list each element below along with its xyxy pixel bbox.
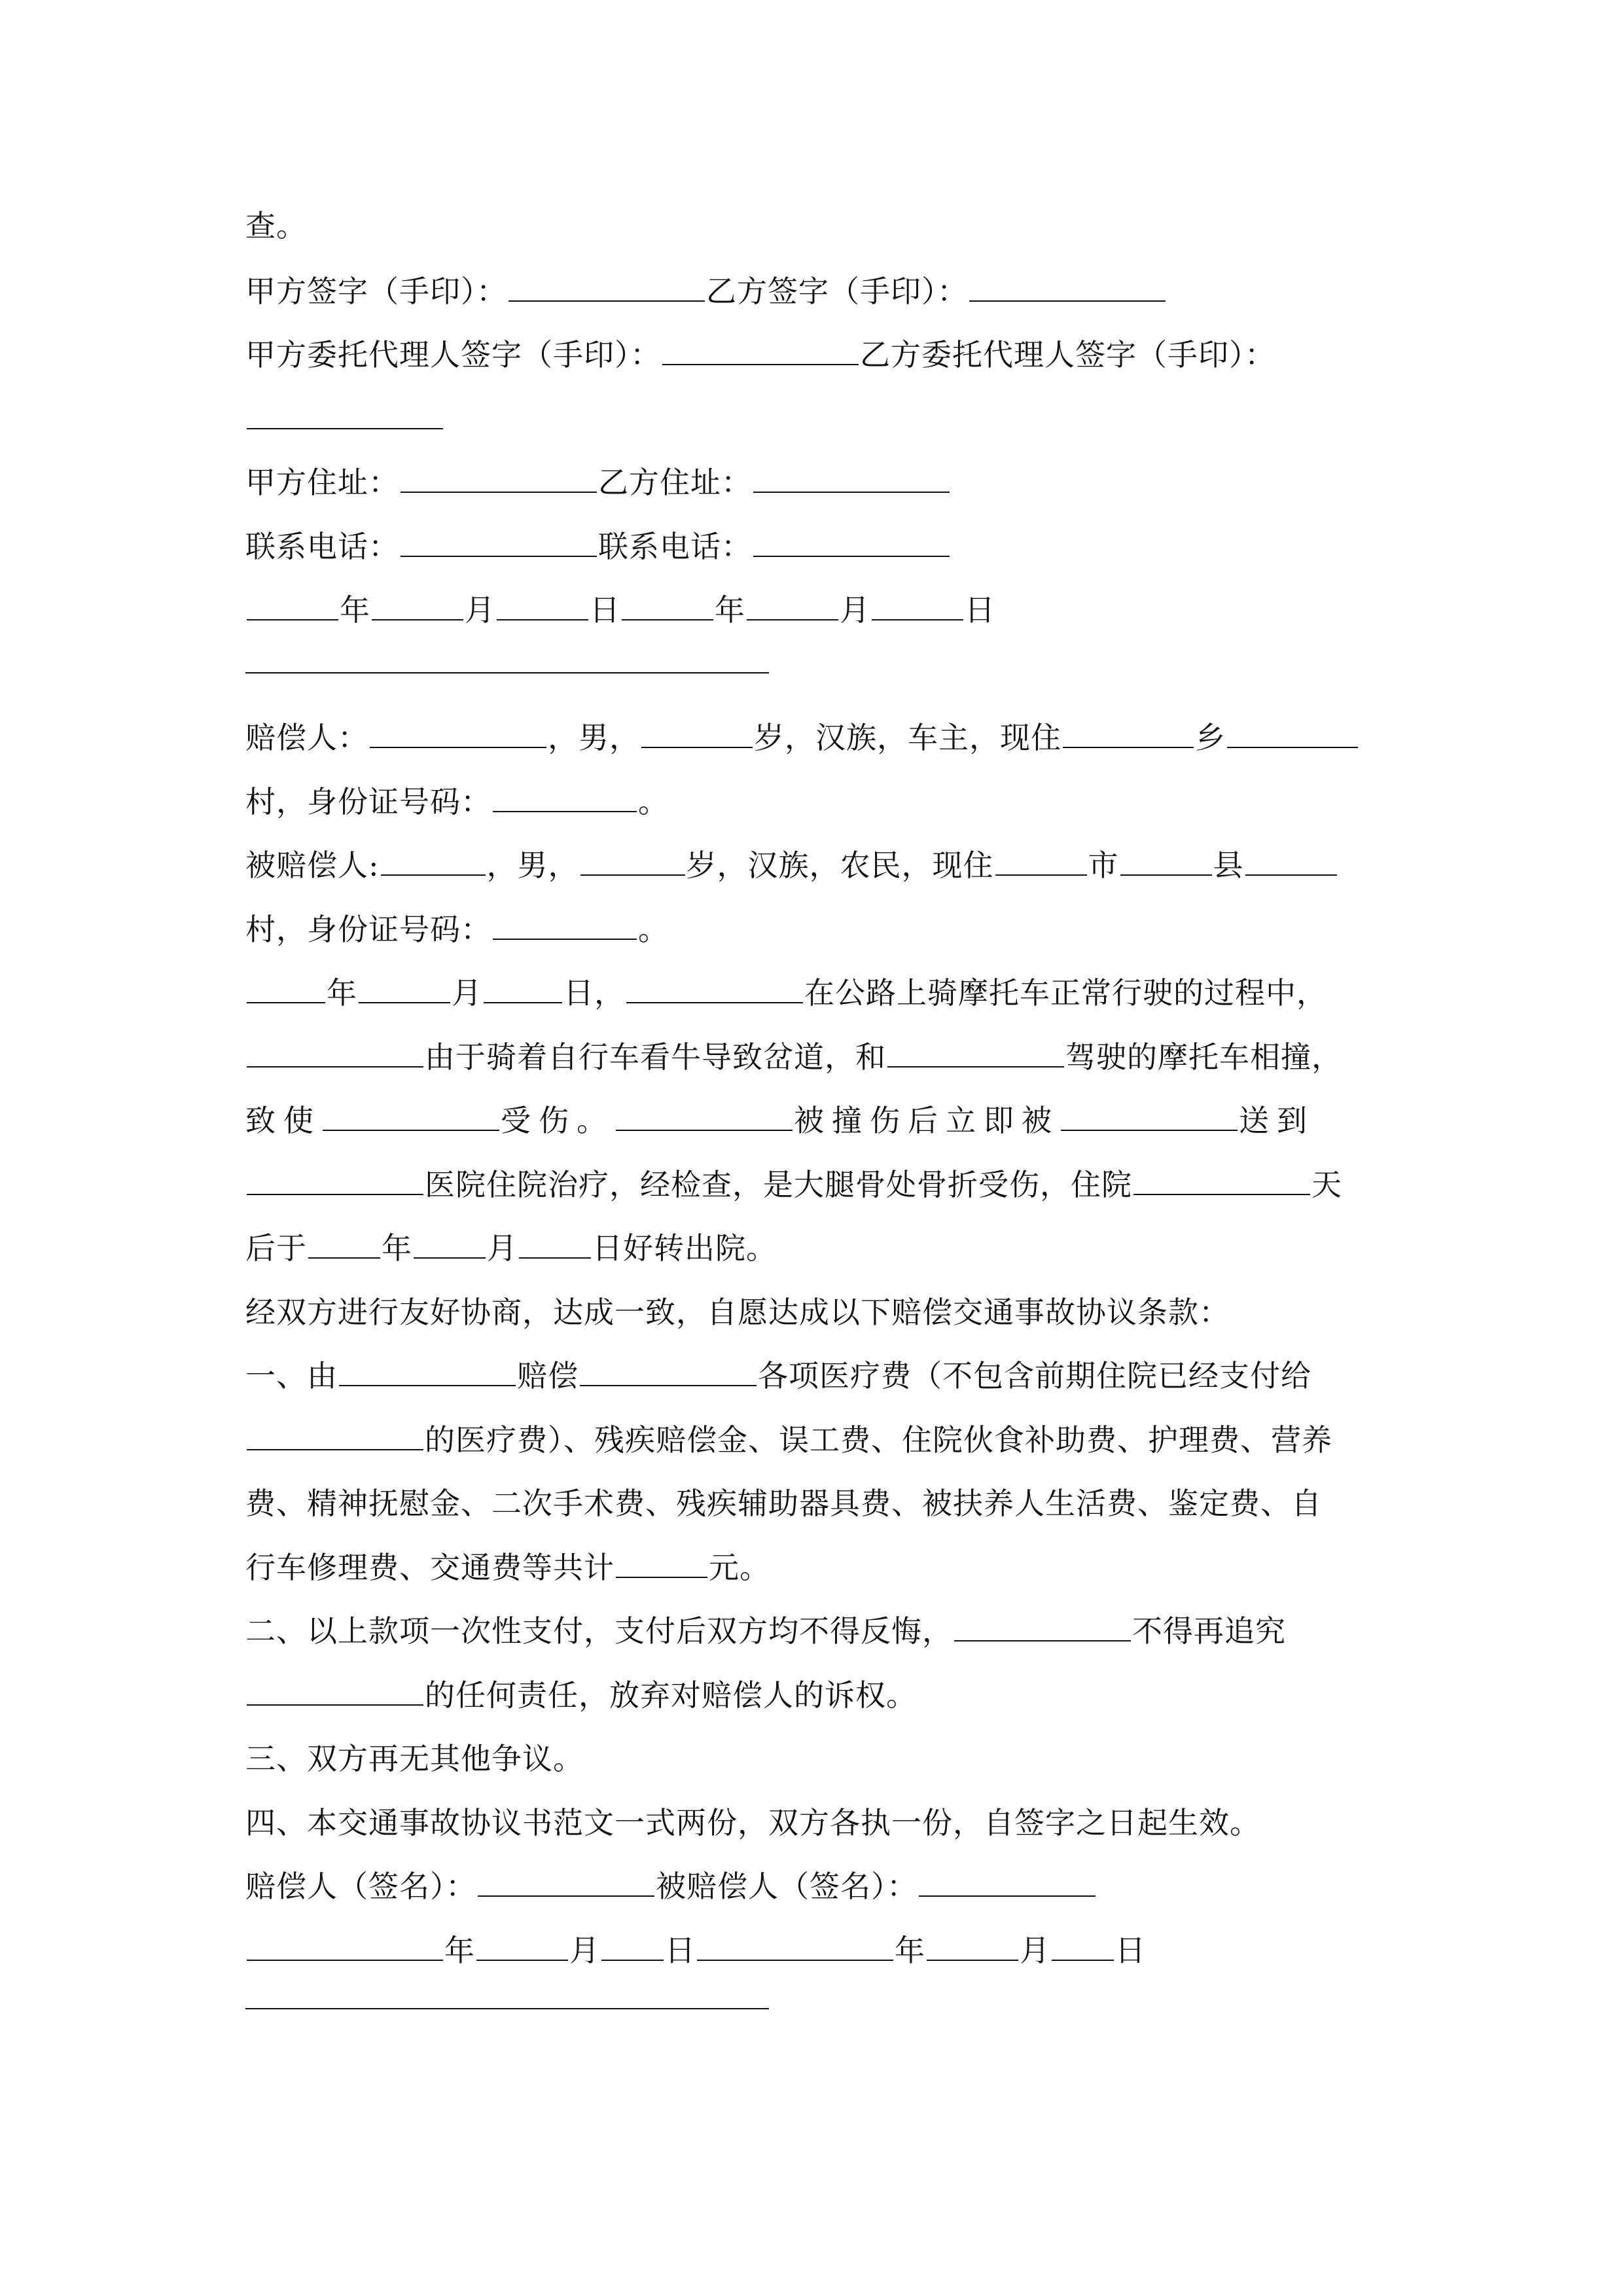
compensator-id-line: 村，身份证号码： 。 (245, 782, 669, 821)
date-blank[interactable] (247, 1931, 443, 1961)
date-line: 年 月 日 年 月 日 (245, 590, 995, 630)
text-line: 后于 年 月 日好转出院。 (245, 1229, 777, 1268)
compensatee-city-blank[interactable] (995, 846, 1087, 876)
text-line: 经双方进行友好协商，达成一致，自愿达成以下赔偿交通事故协议条款： (245, 1295, 1230, 1330)
date-blank[interactable] (476, 1931, 568, 1961)
date-blank[interactable] (622, 590, 713, 620)
text-line: 行车修理费、交通费等共计 元。 (245, 1548, 770, 1587)
party-name-blank[interactable] (247, 1676, 423, 1706)
compensatee-village-blank[interactable] (1245, 846, 1337, 876)
party-name-blank[interactable] (954, 1611, 1131, 1641)
date-blank[interactable] (872, 590, 963, 620)
date-blank[interactable] (497, 590, 588, 620)
discharge-month-blank[interactable] (414, 1229, 486, 1259)
address-line: 甲方住址： 乙方住址： (245, 463, 951, 502)
injured-name-blank[interactable] (323, 1101, 499, 1131)
text-line: 查。 (245, 208, 307, 243)
accident-month-blank[interactable] (359, 973, 450, 1003)
date-blank[interactable] (697, 1931, 893, 1961)
payer-name-blank[interactable] (339, 1356, 516, 1386)
cyclist-name-blank[interactable] (247, 1037, 423, 1067)
compensator-village-blank[interactable] (1227, 718, 1358, 748)
compensatee-id-line: 村，身份证号码： 。 (245, 910, 669, 949)
party-b-agent-blank[interactable] (247, 399, 443, 429)
text-line: 的任何责任，放弃对赔偿人的诉权。 (245, 1676, 917, 1715)
compensatee-line: 被赔偿人: ，男， 岁，汉族，农民，现住 市 县 (245, 846, 1338, 885)
signature-line-agents: 甲方委托代理人签字（手印）： 乙方委托代理人签字（手印）： (245, 335, 1275, 374)
compensatee-signature-blank[interactable] (919, 1867, 1096, 1897)
date-blank[interactable] (747, 590, 838, 620)
escort-name-blank[interactable] (1061, 1101, 1238, 1131)
discharge-year-blank[interactable] (308, 1229, 380, 1259)
compensatee-id-blank[interactable] (493, 910, 637, 940)
rider-name-blank[interactable] (626, 973, 803, 1003)
final-date-line: 年 月 日 年 月 日 (245, 1931, 1146, 1970)
discharge-day-blank[interactable] (519, 1229, 591, 1259)
agent-b-blank-line (245, 399, 444, 439)
text-line: 医院住院治疗，经检查，是大腿骨处骨折受伤，住院 天 (245, 1165, 1342, 1204)
compensatee-county-blank[interactable] (1120, 846, 1212, 876)
signature-line-parties: 甲方签字（手印）： 乙方签字（手印）： (245, 272, 1167, 311)
text-line: 由于骑着自行车看牛导致岔道，和 驾驶的摩托车相撞， (245, 1037, 1342, 1077)
total-amount-blank[interactable] (616, 1548, 707, 1578)
text-line: 费、精神抚慰金、二次手术费、残疾辅助器具费、被扶养人生活费、鉴定费、自 (245, 1486, 1322, 1521)
date-blank[interactable] (601, 1931, 664, 1961)
clause-4-line: 四、本交通事故协议书范文一式两份，双方各执一份，自签字之日起生效。 (245, 1805, 1260, 1840)
compensator-name-blank[interactable] (370, 718, 546, 748)
text-line: 的医疗费）、残疾赔偿金、误工费、住院伙食补助费、护理费、营养 (245, 1420, 1332, 1460)
compensatee-name-blank[interactable] (381, 846, 486, 876)
text-line: 致使 受伤。 被撞伤后立即被 送到 (245, 1101, 1315, 1140)
party-b-address-blank[interactable] (753, 463, 950, 493)
compensator-line: 赔偿人： ，男， 岁，汉族，车主，现住 乡 (245, 718, 1359, 757)
prepaid-party-blank[interactable] (247, 1420, 423, 1450)
phone-line: 联系电话： 联系电话： (245, 527, 951, 566)
separator-line (245, 2008, 769, 2009)
date-blank[interactable] (372, 590, 463, 620)
clause-2-line: 二、以上款项一次性支付，支付后双方均不得反悔， 不得再追究 (245, 1611, 1286, 1651)
clause-3-line: 三、双方再无其他争议。 (245, 1741, 584, 1776)
compensator-age-blank[interactable] (641, 718, 753, 748)
party-b-signature-blank[interactable] (969, 272, 1166, 302)
date-blank[interactable] (927, 1931, 1018, 1961)
injured-name-blank[interactable] (616, 1101, 793, 1131)
party-a-agent-blank[interactable] (662, 335, 859, 365)
date-blank[interactable] (1052, 1931, 1114, 1961)
party-a-signature-blank[interactable] (508, 272, 705, 302)
payee-name-blank[interactable] (580, 1356, 757, 1386)
party-a-address-blank[interactable] (401, 463, 597, 493)
compensator-township-blank[interactable] (1063, 718, 1194, 748)
party-a-phone-blank[interactable] (401, 527, 597, 557)
hospital-days-blank[interactable] (1133, 1165, 1310, 1195)
date-blank[interactable] (247, 590, 338, 620)
rider-name-blank[interactable] (887, 1037, 1064, 1067)
separator-line (245, 672, 769, 673)
final-signature-line: 赔偿人（签名）： 被赔偿人（签名）： (245, 1867, 1097, 1906)
clause-1-line: 一、由 赔偿 各项医疗费（不包含前期住院已经支付给 (245, 1356, 1311, 1395)
text-line: 年 月 日， 在公路上骑摩托车正常行驶的过程中， (245, 973, 1327, 1013)
hospital-name-blank[interactable] (247, 1165, 423, 1195)
compensator-signature-blank[interactable] (478, 1867, 654, 1897)
compensatee-age-blank[interactable] (580, 846, 685, 876)
accident-year-blank[interactable] (247, 973, 325, 1003)
accident-day-blank[interactable] (484, 973, 562, 1003)
compensator-id-blank[interactable] (493, 782, 637, 812)
party-b-phone-blank[interactable] (753, 527, 950, 557)
